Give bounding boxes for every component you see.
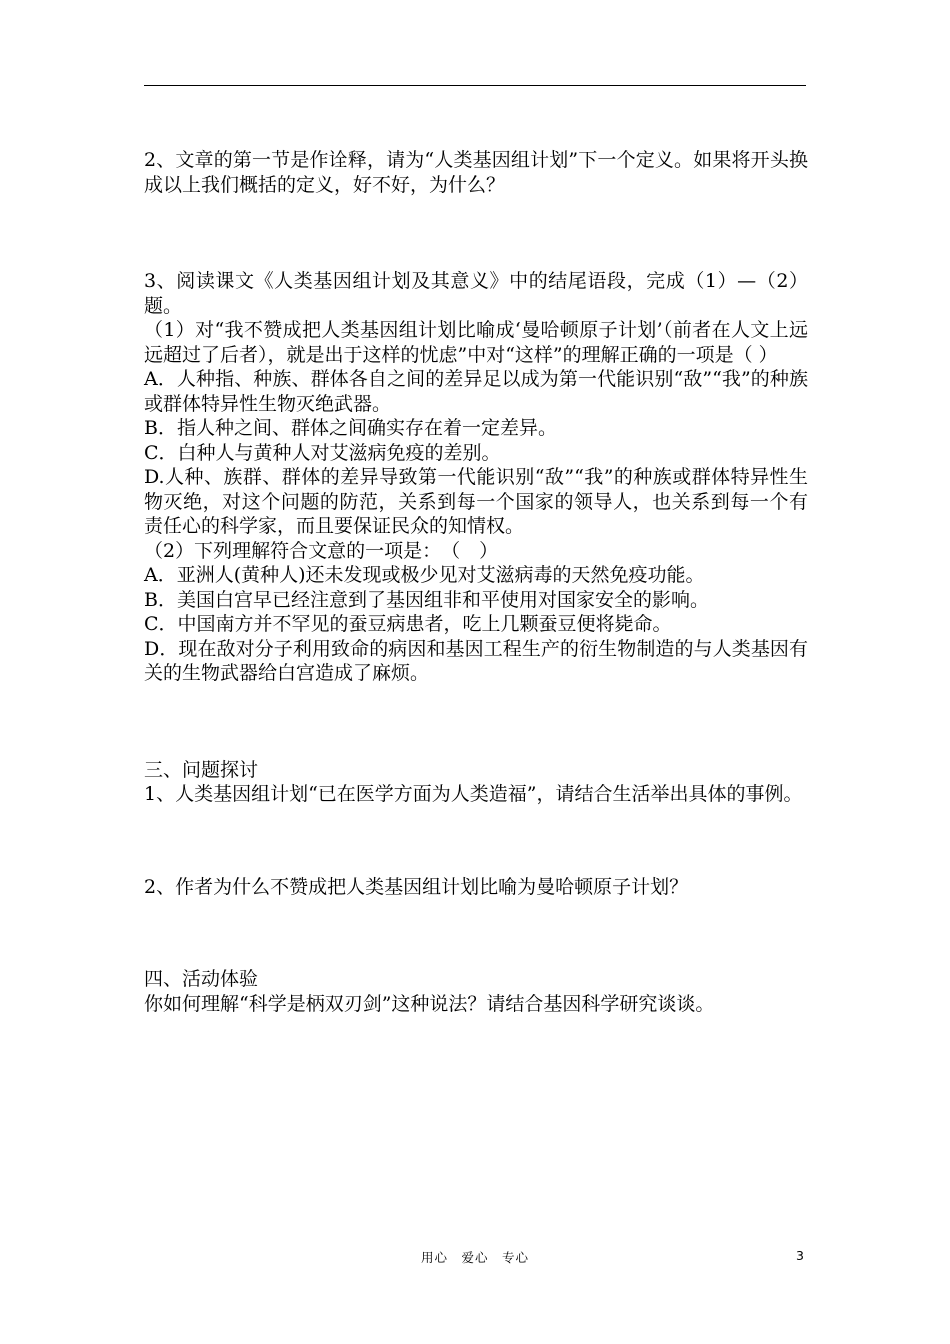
spacer bbox=[144, 197, 808, 269]
section-3-heading: 三、问题探讨 bbox=[144, 758, 259, 781]
section-4-heading: 四、活动体验 bbox=[144, 968, 259, 990]
document-body bbox=[144, 148, 808, 1016]
spacer bbox=[144, 686, 808, 758]
question-3-1-option-d: D.人种、族群、群体的差异导致第一代能识别“敌”“我”的种族或群体特异性生物灭绝，对这个问题的防范，关系到每一个国家的领导人，也关系到每一个有责任心的科学家，而且要保证民众的知情权。 bbox=[144, 466, 808, 537]
question-3-1-option-a: A．人种指、种族、群体各自之间的差异足以成为第一代能识别“敌”“我”的种族或群体特异性生物灭绝武器。 bbox=[144, 368, 808, 415]
section-3-question-2: 2、作者为什么不赞成把人类基因组计划比喻为曼哈顿原子计划？ bbox=[144, 875, 689, 898]
footer-motto: 用心 爱心 专心 bbox=[420, 1250, 529, 1265]
page-number: 3 bbox=[796, 1248, 804, 1263]
question-3-1-stem: （1）对“我不赞成把人类基因组计划比喻成‘曼哈顿原子计划’（前者在人文上远远超过了后者），就是出于这样的忧虑”中对“这样”的理解正确的一项是（ ） bbox=[144, 319, 808, 366]
spacer bbox=[144, 807, 808, 875]
question-3-2-stem: （2）下列理解符合文意的一项是： （ ） bbox=[144, 539, 499, 562]
section-4-text: 你如何理解“科学是柄双刃剑”这种说法？请结合基因科学研究谈谈。 bbox=[144, 992, 715, 1015]
question-3-2-option-d: D．现在敌对分子利用致命的病因和基因工程生产的衍生物制造的与人类基因有关的生物武器给白宫造成了麻烦。 bbox=[144, 637, 808, 684]
question-3-1-option-c: C．白种人与黄种人对艾滋病免疫的差别。 bbox=[144, 441, 501, 464]
question-3-2-option-a: A．亚洲人(黄种人)还未发现或极少见对艾滋病毒的天然免疫功能。 bbox=[144, 564, 705, 586]
header-rule bbox=[144, 85, 806, 86]
question-3-intro: 3、阅读课文《人类基因组计划及其意义》中的结尾语段，完成（1）—（2）题。 bbox=[144, 270, 808, 317]
question-3-1-option-b: B．指人种之间、群体之间确实存在着一定差异。 bbox=[144, 417, 557, 439]
question-3-2-option-c: C．中国南方并不罕见的蚕豆病患者，吃上几颗蚕豆便将毙命。 bbox=[144, 613, 672, 635]
question-3-2-option-b: B．美国白宫早已经注意到了基因组非和平使用对国家安全的影响。 bbox=[144, 588, 709, 611]
spacer bbox=[144, 899, 808, 967]
question-2: 2、文章的第一节是作诠释，请为“人类基因组计划”下一个定义。如果将开头换成以上我们概括的定义，好不好，为什么？ bbox=[144, 149, 808, 196]
section-3-question-1: 1、人类基因组计划“已在医学方面为人类造福”，请结合生活举出具体的事例。 bbox=[144, 783, 803, 805]
